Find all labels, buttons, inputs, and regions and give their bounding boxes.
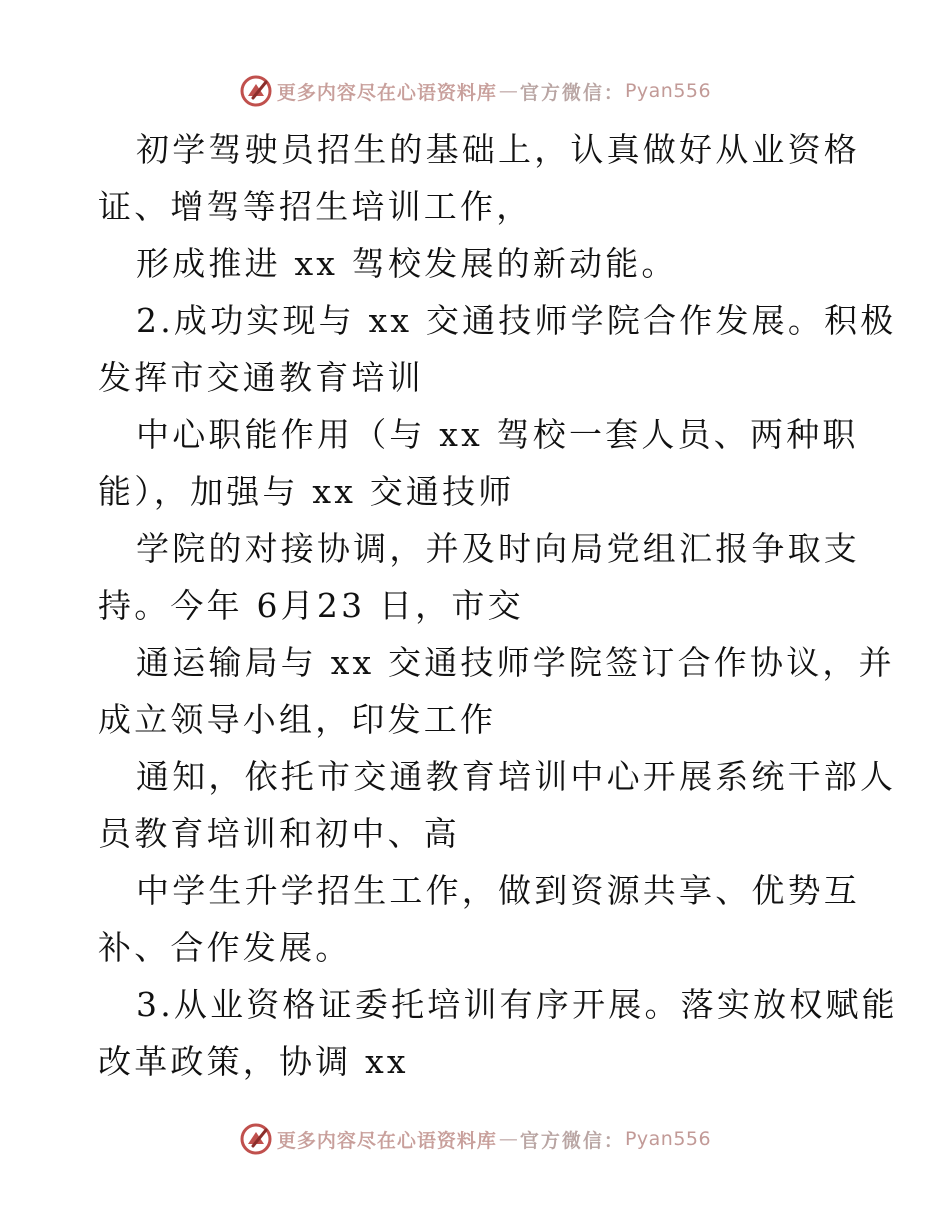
body-line-6: 中心职能作用（与 xx 驾校一套人员、两种职 bbox=[136, 415, 859, 454]
watermark-wechat-id: Pyan556 bbox=[624, 1128, 712, 1150]
book-pen-logo-icon bbox=[239, 1122, 273, 1156]
body-line-2: 证、增驾等招生培训工作， bbox=[98, 187, 533, 226]
body-line-11: 成立领导小组，印发工作 bbox=[98, 700, 497, 739]
body-line-3: 形成推进 xx 驾校发展的新动能。 bbox=[136, 244, 678, 283]
body-line-7: 能），加强与 xx 交通技师 bbox=[98, 472, 515, 511]
body-line-13: 员教育培训和初中、高 bbox=[98, 814, 460, 853]
body-line-8: 学院的对接协调，并及时向局党组汇报争取支 bbox=[136, 529, 860, 568]
body-line-15: 补、合作发展。 bbox=[98, 928, 352, 967]
body-line-12: 通知，依托市交通教育培训中心开展系统干部人 bbox=[136, 757, 897, 796]
watermark-header bbox=[0, 71, 950, 111]
body-line-17: 改革政策，协调 xx bbox=[98, 1042, 409, 1081]
watermark-separator: — bbox=[498, 80, 518, 102]
watermark-footer bbox=[0, 1119, 950, 1159]
watermark-wechat-id: Pyan556 bbox=[624, 80, 712, 102]
watermark-label: 官方微信： bbox=[519, 1129, 625, 1152]
body-line-9: 持。今年 6月23 日，市交 bbox=[98, 586, 524, 625]
body-line-10: 通运输局与 xx 交通技师学院签订合作协议，并 bbox=[136, 643, 895, 682]
watermark-separator: — bbox=[498, 1128, 518, 1150]
book-pen-logo-icon bbox=[239, 74, 273, 108]
watermark-label: 官方微信： bbox=[519, 81, 625, 104]
watermark-brand: 更多内容尽在心语资料库 bbox=[276, 81, 497, 104]
body-line-16: 3.从业资格证委托培训有序开展。落实放权赋能 bbox=[136, 985, 898, 1024]
body-line-14: 中学生升学招生工作，做到资源共享、优势互 bbox=[136, 871, 860, 910]
body-line-4: 2.成功实现与 xx 交通技师学院合作发展。积极 bbox=[136, 301, 897, 340]
body-line-5: 发挥市交通教育培训 bbox=[98, 358, 424, 397]
body-line-1: 初学驾驶员招生的基础上，认真做好从业资格 bbox=[136, 130, 860, 169]
document-body bbox=[98, 121, 898, 1090]
watermark-brand: 更多内容尽在心语资料库 bbox=[276, 1129, 497, 1152]
